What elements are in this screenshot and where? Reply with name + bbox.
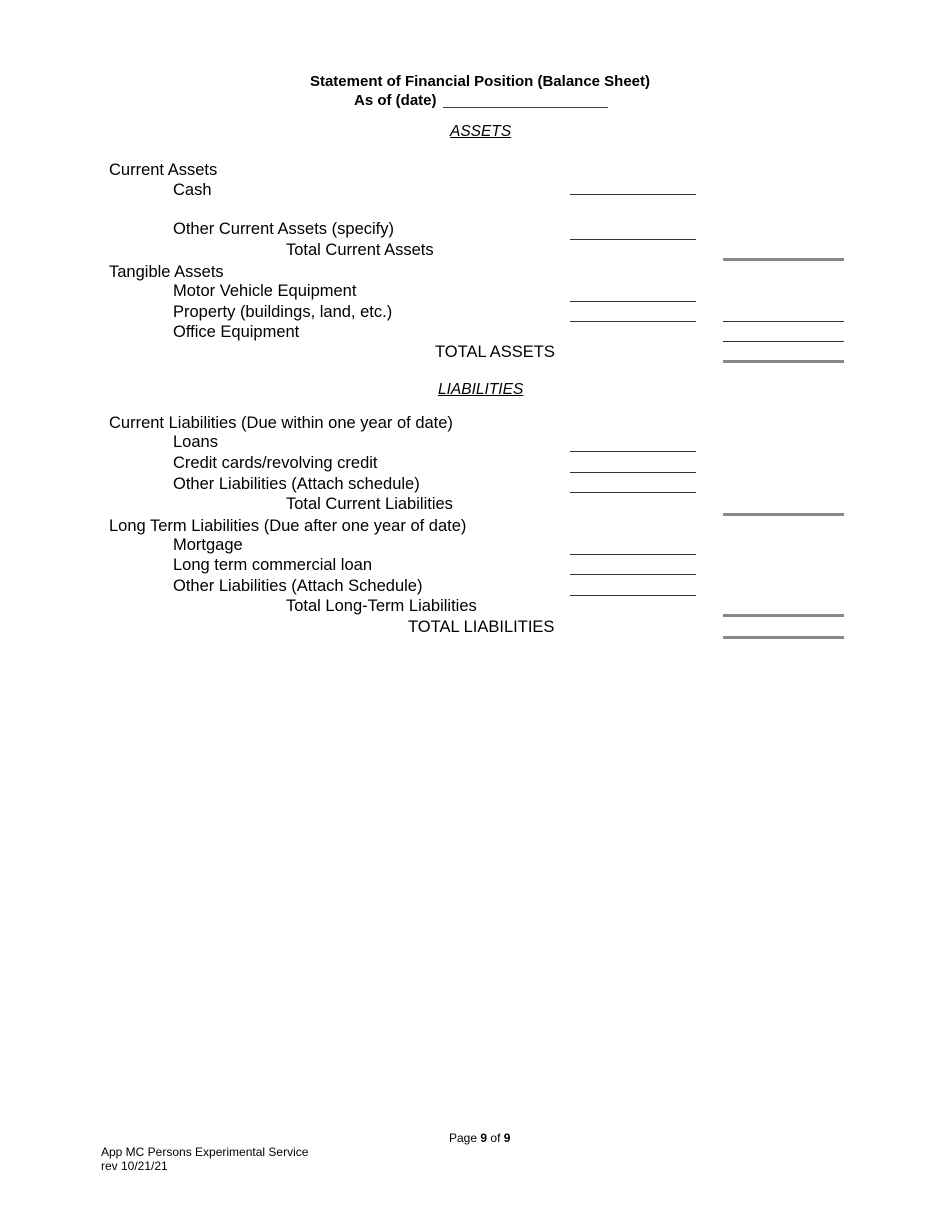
other-liabilities-label: Other Liabilities (Attach schedule) [173,475,420,493]
credit-cards-label: Credit cards/revolving credit [173,454,378,472]
form-name: App MC Persons Experimental Service [101,1145,309,1159]
tangible-assets-label: Tangible Assets [109,263,224,281]
total-liabilities-field[interactable] [723,636,844,639]
total-lt-liabilities-label: Total Long-Term Liabilities [286,597,477,615]
cash-amount-field[interactable] [570,194,696,195]
long-term-liabilities-label: Long Term Liabilities (Due after one year of date) [109,517,467,535]
tangible-subtotal-field[interactable] [723,321,844,322]
page-prefix: Page [449,1131,478,1145]
property-label: Property (buildings, land, etc.) [173,303,393,321]
as-of-date-field[interactable] [443,107,608,108]
current-assets-label: Current Assets [109,161,218,179]
assets-heading: ASSETS [450,123,512,140]
other-lt-liabilities-field[interactable] [570,595,696,596]
loans-field[interactable] [570,451,696,452]
total-current-assets-field[interactable] [723,258,844,261]
credit-cards-field[interactable] [570,472,696,473]
office-equipment-label: Office Equipment [173,323,300,341]
liabilities-heading: LIABILITIES [438,381,524,398]
form-revision: rev 10/21/21 [101,1159,168,1173]
cash-label: Cash [173,181,212,199]
page-title: Statement of Financial Position (Balance Sheet) [309,73,651,90]
page-total: 9 [503,1131,511,1145]
page-number [449,1131,510,1145]
current-liabilities-label: Current Liabilities (Due within one year of date) [109,414,453,432]
as-of-date-label: As of (date) [354,92,437,109]
total-current-liabilities-label: Total Current Liabilities [286,495,453,513]
mortgage-label: Mortgage [173,536,243,554]
motor-vehicle-field[interactable] [570,301,696,302]
mortgage-field[interactable] [570,554,696,555]
commercial-loan-label: Long term commercial loan [173,556,372,574]
other-current-assets-label: Other Current Assets (specify) [173,220,394,238]
page-current: 9 [480,1131,488,1145]
total-assets-field[interactable] [723,360,844,363]
page-of: of [490,1131,501,1145]
commercial-loan-field[interactable] [570,574,696,575]
total-liabilities-label: TOTAL LIABILITIES [408,618,555,636]
total-assets-label: TOTAL ASSETS [435,343,555,361]
other-liabilities-field[interactable] [570,492,696,493]
other-lt-liabilities-label: Other Liabilities (Attach Schedule) [173,577,423,595]
office-equipment-field[interactable] [723,341,844,342]
motor-vehicle-label: Motor Vehicle Equipment [173,282,357,300]
property-field[interactable] [570,321,696,322]
total-current-liabilities-field[interactable] [723,513,844,516]
total-current-assets-label: Total Current Assets [286,241,434,259]
total-lt-liabilities-field[interactable] [723,614,844,617]
other-current-assets-field[interactable] [570,239,696,240]
loans-label: Loans [173,433,218,451]
